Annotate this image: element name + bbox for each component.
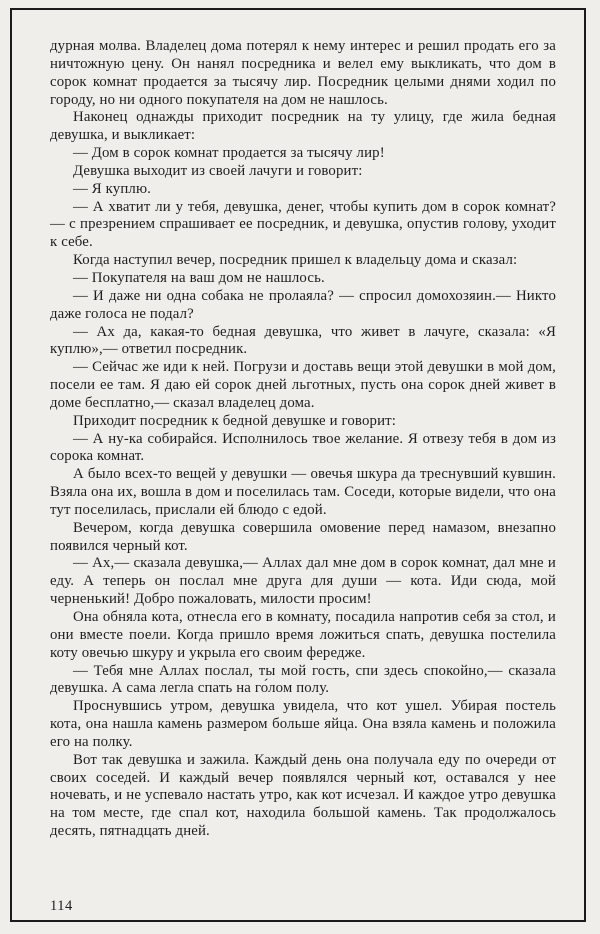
paragraph: — Тебя мне Аллах послал, ты мой гость, спи здесь спокойно,— сказала девушка. А сама легла спать на го́лом полу.: [50, 662, 556, 697]
text-block: [50, 38, 556, 841]
paragraph: — Покупателя на ваш дом не нашлось.: [73, 269, 325, 286]
paragraph: дурная молва. Владелец дома потерял к нему интерес и решил продать его за ничтожную цену. Он нанял посредника и велел ему выкликать, что дом в сорок комнат продается за тысячу лир. Посредник целыми днями ходил по городу, но ни одного покупателя на дом не нашлось.: [50, 38, 556, 108]
paragraph: Вот так девушка и зажила. Каждый день она получала еду по очереди от своих соседей. И каждый вечер появлялся черный кот, оставался у нее ночевать, и не успевало настать утро, как кот исчезал. И каждое утро девушка на том месте, где спал кот, находила большой камень. Так продолжалось десять, пятнадцать дней.: [50, 751, 556, 840]
paragraph: — И даже ни одна собака не пролаяла? — спросил домохозяин.— Никто даже голоса не подал?: [50, 287, 556, 322]
paragraph: Проснувшись утром, девушка увидела, что кот ушел. Убирая постель кота, она нашла камень размером больше яйца. Она взяла камень и положила его на полку.: [50, 698, 556, 750]
paragraph: — Я куплю.: [73, 180, 151, 197]
paragraph: Когда наступил вечер, посредник пришел к владельцу дома и сказал:: [73, 252, 518, 269]
paragraph: — Сейчас же иди к ней. Погрузи и доставь вещи этой девушки в мой дом, посели ее там. Я даю ей сорок дней льготных, пусть она сорок дней живет в доме бесплатно,— сказал владелец дома.: [50, 359, 556, 411]
paragraph: А было всех-то вещей у девушки — овечья шкура да треснувший кувшин. Взяла она их, вошла в дом и поселилась там. Соседи, которые видели, что она тут поселилась, прислали ей блюдо с едой.: [50, 466, 556, 518]
paragraph: — А хватит ли у тебя, девушка, денег, чтобы купить дом в сорок комнат? — с презрением спрашивает ее посредник, и девушка, опустив голову, уходит к себе.: [50, 198, 556, 251]
paragraph: — Дом в сорок комнат продается за тысячу лир!: [73, 145, 385, 162]
paragraph: Девушка выходит из своей лачуги и говорит:: [73, 162, 363, 179]
paragraph: Приходит посредник к бедной девушке и говорит:: [73, 412, 397, 429]
paragraph: Она обняла кота, отнесла его в комнату, посадила напротив себя за стол, и они вместе поели. Когда пришло время ложиться спать, девушка постелила коту овечью шкуру и укрыла его своим фередже.: [50, 609, 556, 661]
paragraph: — А ну-ка собирайся. Исполнилось твое желание. Я отвезу тебя в дом из сорока комнат.: [50, 430, 556, 465]
paragraph: Наконец однажды приходит посредник на ту улицу, где жила бедная девушка, и выкликает:: [50, 109, 556, 144]
paragraph: Вечером, когда девушка совершила омовение перед намазом, внезапно появился черный кот.: [50, 519, 556, 554]
paragraph: — Ах,— сказала девушка,— Аллах дал мне дом в сорок комнат, дал мне и еду. А теперь он послал мне друга для души — кота. Иди сюда, мой черненький! Добро пожаловать, милости просим!: [50, 555, 556, 608]
page-number: 114: [50, 898, 73, 914]
paragraph: — Ах да, какая-то бедная девушка, что живет в лачуге, сказала: «Я куплю»,— ответил посредник.: [50, 323, 556, 358]
